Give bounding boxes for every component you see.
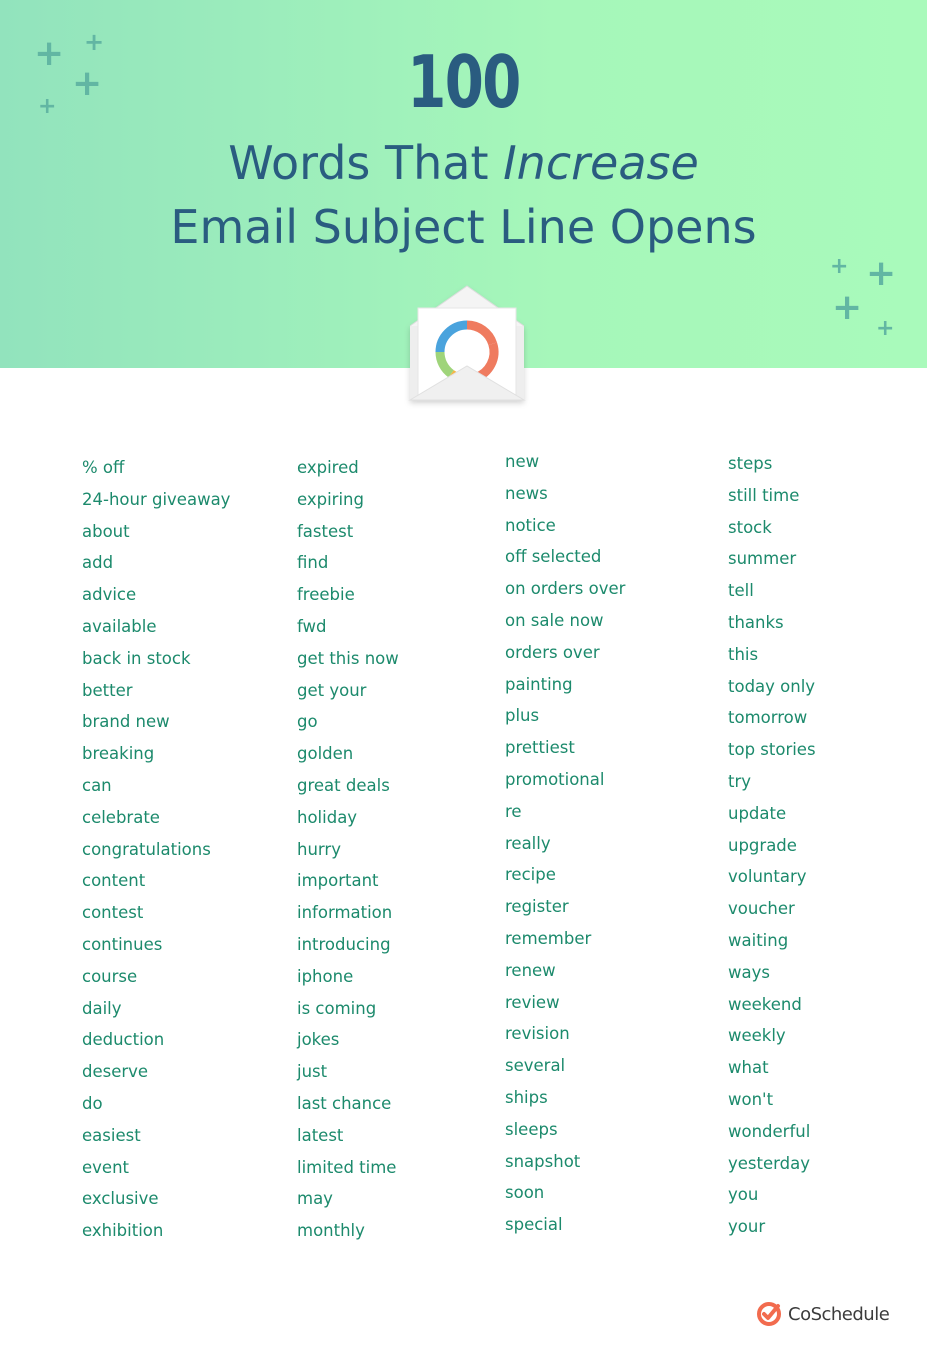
word-item: what	[728, 1058, 769, 1078]
word-item: add	[82, 553, 114, 573]
word-item: jokes	[297, 1030, 340, 1050]
word-item: thanks	[728, 612, 784, 632]
word-item: summer	[728, 549, 797, 569]
word-item: expired	[297, 458, 359, 477]
word-item: available	[82, 616, 157, 636]
word-item: ships	[505, 1087, 548, 1107]
title-line-2: Email Subject Line Opens	[170, 200, 757, 254]
word-item: this	[728, 644, 759, 664]
word-item: review	[505, 992, 560, 1012]
word-item: get this now	[297, 648, 399, 668]
word-item: won't	[728, 1089, 774, 1109]
word-item: breaking	[82, 744, 155, 764]
word-item: % off	[82, 458, 125, 477]
word-item: just	[297, 1062, 328, 1082]
coschedule-check-icon	[756, 1301, 782, 1327]
word-item: is coming	[297, 998, 377, 1018]
brand-name: CoSchedule	[788, 1303, 890, 1325]
word-item: 24-hour giveaway	[82, 489, 231, 509]
word-item: monthly	[297, 1221, 365, 1241]
word-item: tomorrow	[728, 708, 808, 728]
word-item: update	[728, 803, 787, 823]
word-item: revision	[505, 1024, 570, 1044]
word-item: off selected	[505, 547, 602, 567]
word-item: brand new	[82, 712, 170, 732]
word-item: soon	[505, 1183, 545, 1203]
word-item: information	[297, 903, 393, 923]
plus-icon: +	[72, 63, 103, 104]
word-item: voucher	[728, 899, 795, 919]
plus-icon: +	[866, 253, 897, 294]
word-item: back in stock	[82, 648, 191, 668]
word-item: limited time	[297, 1157, 397, 1177]
title-prefix: Words That	[228, 136, 504, 190]
word-item: may	[297, 1189, 333, 1209]
plus-icon: +	[830, 254, 849, 279]
word-item: really	[505, 833, 551, 853]
word-item: snapshot	[505, 1151, 581, 1171]
word-item: better	[82, 680, 133, 700]
word-column-3	[505, 450, 625, 1245]
word-item: celebrate	[82, 807, 160, 827]
word-column-1	[82, 456, 230, 1251]
word-item: introducing	[297, 934, 391, 954]
word-column-4	[728, 452, 816, 1247]
word-item: easiest	[82, 1125, 141, 1145]
word-item: latest	[297, 1125, 344, 1145]
word-item: waiting	[728, 930, 789, 950]
word-item: do	[82, 1093, 103, 1113]
word-item: renew	[505, 960, 556, 980]
word-item: holiday	[297, 807, 358, 827]
plus-icon: +	[34, 33, 65, 74]
word-item: promotional	[505, 769, 605, 789]
word-item: plus	[505, 706, 540, 726]
word-item: register	[505, 897, 569, 917]
word-item: news	[505, 483, 548, 503]
word-item: event	[82, 1157, 129, 1177]
word-item: top stories	[728, 740, 816, 760]
word-item: steps	[728, 454, 773, 473]
word-item: fwd	[297, 616, 327, 636]
word-item: on sale now	[505, 610, 604, 630]
word-item: re	[505, 801, 522, 821]
word-item: orders over	[505, 642, 600, 662]
plus-icon: +	[832, 287, 863, 328]
word-item: today only	[728, 676, 816, 696]
word-item: congratulations	[82, 839, 211, 859]
word-item: remember	[505, 928, 592, 948]
word-item: weekly	[728, 1026, 786, 1046]
word-item: still time	[728, 485, 800, 505]
word-item: special	[505, 1215, 563, 1235]
word-item: fastest	[297, 521, 354, 541]
word-item: exhibition	[82, 1221, 164, 1241]
word-item: stock	[728, 517, 772, 537]
plus-icon: +	[876, 316, 895, 341]
word-item: wonderful	[728, 1121, 811, 1141]
word-item: you	[728, 1185, 759, 1205]
word-item: can	[82, 775, 112, 795]
word-item: go	[297, 712, 318, 732]
word-item: your	[728, 1217, 766, 1237]
word-item: sleeps	[505, 1119, 558, 1139]
word-item: contest	[82, 903, 144, 923]
word-item: get your	[297, 680, 367, 700]
word-item: deduction	[82, 1030, 165, 1050]
word-item: continues	[82, 934, 163, 954]
word-item: advice	[82, 585, 137, 605]
word-item: important	[297, 871, 379, 891]
word-item: deserve	[82, 1062, 149, 1082]
word-item: yesterday	[728, 1153, 810, 1173]
word-item: last chance	[297, 1093, 392, 1113]
word-item: hurry	[297, 839, 341, 859]
word-item: freebie	[297, 585, 355, 605]
word-item: about	[82, 521, 130, 541]
word-item: find	[297, 553, 329, 573]
plus-icon: +	[38, 94, 57, 119]
word-item: try	[728, 771, 752, 791]
word-item: tell	[728, 581, 754, 601]
word-item: great deals	[297, 775, 390, 795]
word-item: golden	[297, 744, 354, 764]
title-number: 100	[407, 40, 520, 124]
word-item: iphone	[297, 966, 354, 986]
word-item: new	[505, 452, 540, 471]
word-item: several	[505, 1056, 566, 1076]
word-item: painting	[505, 674, 573, 694]
word-item: daily	[82, 998, 122, 1018]
title-emphasis: Increase	[503, 136, 699, 190]
word-item: upgrade	[728, 835, 797, 855]
coschedule-logo	[756, 1299, 889, 1329]
word-item: ways	[728, 962, 770, 982]
plus-icon: +	[84, 28, 105, 56]
word-item: weekend	[728, 994, 802, 1014]
word-item: exclusive	[82, 1189, 159, 1209]
word-item: voluntary	[728, 867, 807, 887]
word-item: expiring	[297, 489, 364, 509]
word-item: on orders over	[505, 579, 626, 599]
word-item: prettiest	[505, 738, 575, 758]
word-column-2	[297, 456, 399, 1251]
word-item: notice	[505, 515, 556, 535]
word-item: recipe	[505, 865, 556, 885]
word-item: course	[82, 966, 138, 986]
word-item: content	[82, 871, 146, 891]
